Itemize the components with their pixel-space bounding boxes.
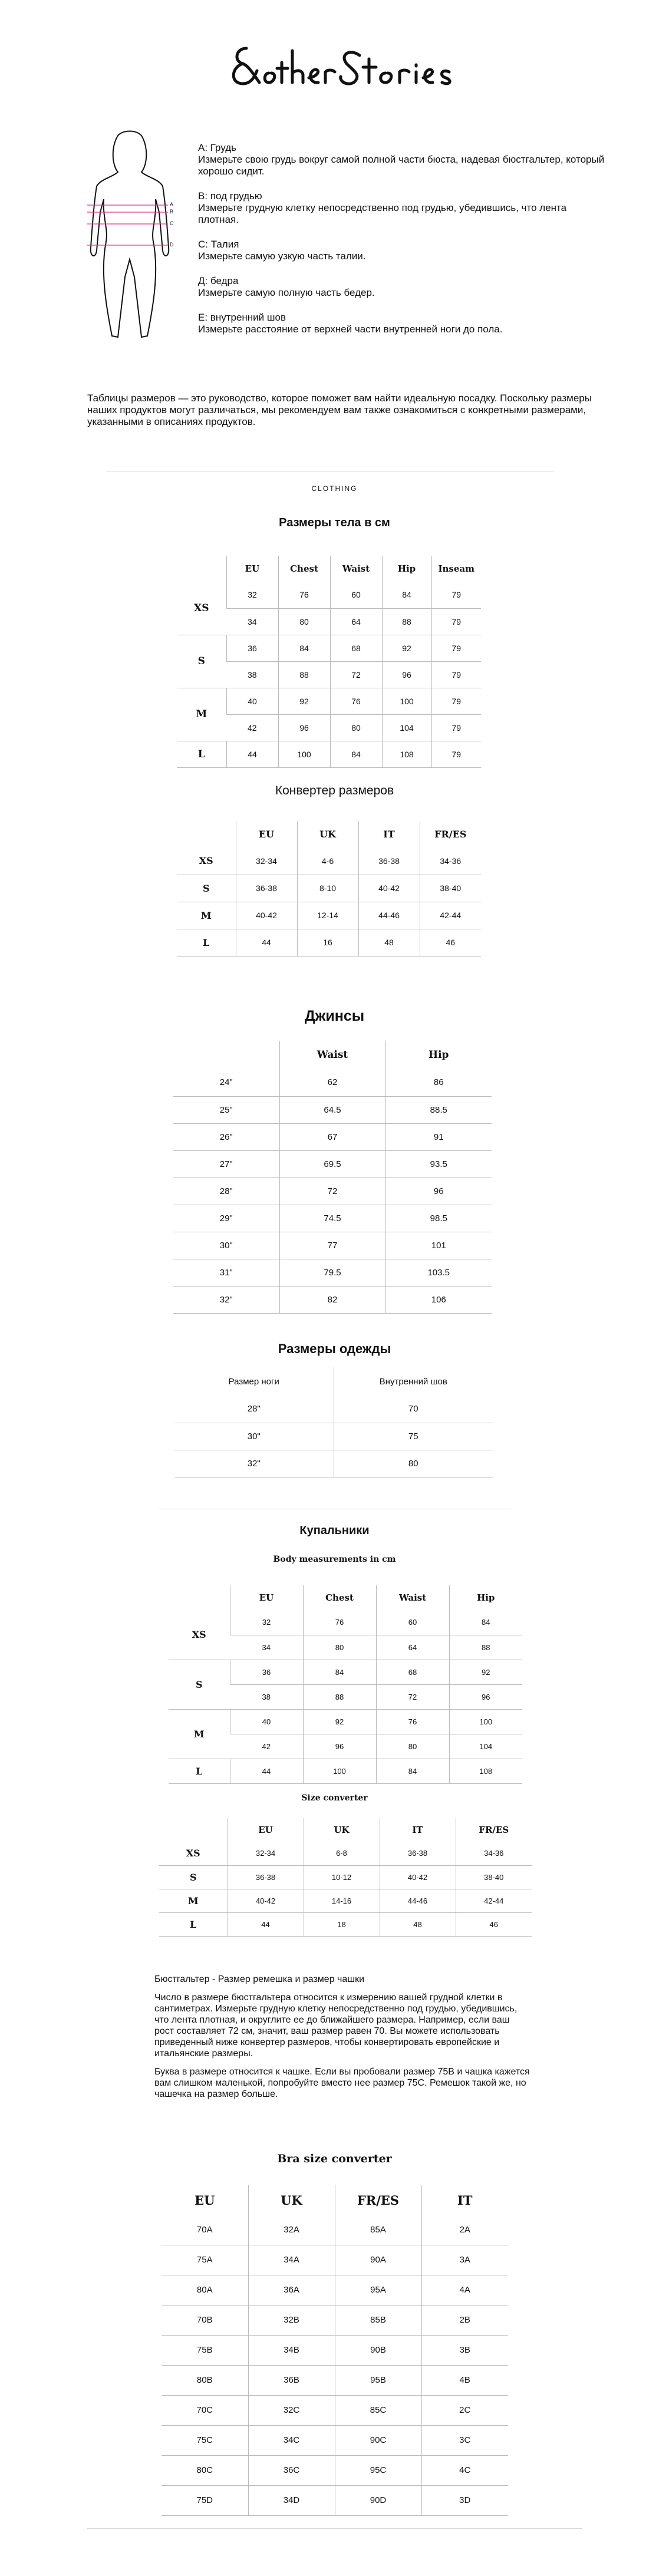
cell: 42 [230,1734,303,1759]
cell: 91 [385,1123,492,1150]
col-header: Размер ноги [228,1376,279,1387]
figure-label-b: B [170,209,174,215]
cell: 44 [230,1759,303,1783]
col-header: Chest [278,556,330,582]
bra-heading: Бюстгальтер - Размер ремешка и размер чашки [154,1974,365,1984]
cell: 32-34 [236,847,297,875]
size-label: S [169,1660,230,1709]
leg-size-title: Размеры одежды [278,1341,391,1356]
cell: 100 [449,1709,522,1734]
col-header: Waist [330,556,382,582]
table-row [173,1286,492,1313]
cell: 4B [421,2365,508,2395]
cell: 80 [278,608,330,635]
size-label: L [177,741,226,767]
cell: 104 [382,714,431,741]
cell: 34 [230,1635,303,1660]
table-row [162,2425,508,2455]
table-row [169,1709,522,1734]
measure-item-chest [198,142,605,177]
size-label: S [177,635,226,688]
cell: 95A [335,2275,421,2305]
cell: 79 [431,582,481,608]
col-header: UK [297,821,358,847]
size-label: L [159,1912,228,1936]
size-label: XS [177,847,236,875]
cell: 90D [335,2485,421,2515]
cell: 6-8 [304,1842,380,1865]
table-row [162,2245,508,2275]
table-row [173,1123,492,1150]
clothing-body-table [177,556,481,768]
cell: 32" [174,1450,334,1477]
cell: 36-38 [236,875,297,902]
cell: 92 [278,688,330,714]
bra-paragraph: Число в размере бюстгальтера относится к измерению вашей грудной клетки в сантиметрах. Измерьте грудную клетку непосредственно под грудью, убедившись, что лента плотная, и округлите ее до ближайшего размера. Например, если ваш рост составляет 72 см, значит, ваш размер равен 70. Вы можете использовать приведенный ниже конвертер размеров, чтобы конвертировать европейские и итальянские размеры. [154,1993,518,2059]
cell: 32A [248,2215,335,2245]
body-figure [83,130,177,351]
cell: 36-38 [228,1865,304,1889]
cell: 76 [330,688,382,714]
size-label: M [169,1709,230,1759]
swim-converter-table [159,1818,532,1937]
cell: 100 [278,741,330,767]
cell: 60 [330,582,382,608]
cell: 32C [248,2395,335,2425]
cell: 34B [248,2335,335,2365]
table-row [173,1096,492,1123]
cell: 70C [162,2395,248,2425]
table-row [162,2305,508,2335]
cell: 96 [278,714,330,741]
table-row [162,2365,508,2395]
table-row [162,2395,508,2425]
cell: 30" [173,1232,279,1259]
col-header: EU [226,556,278,582]
table-row [177,741,481,767]
cell: 32" [173,1286,279,1313]
cell: 84 [278,635,330,661]
col-header: IT [421,2185,508,2215]
table-row [169,1660,522,1684]
measure-text: Измерьте расстояние от верхней части внутренней ноги до пола. [198,324,503,335]
cell: 96 [449,1684,522,1709]
cell: 79 [431,741,481,767]
table-row [174,1450,493,1477]
cell: 75D [162,2485,248,2515]
measure-item-underbust [198,190,605,226]
table-row [159,1889,532,1912]
table-row [162,2275,508,2305]
cell: 34A [248,2245,335,2275]
cell: 79 [431,635,481,661]
table-row [173,1150,492,1177]
cell: 80A [162,2275,248,2305]
cell: 72 [279,1177,385,1205]
cell: 103.5 [385,1259,492,1286]
cell: 4-6 [297,847,358,875]
cell: 12-14 [297,902,358,929]
col-header: Hip [385,1041,492,1069]
cell: 85B [335,2305,421,2335]
cell: 34D [248,2485,335,2515]
cell: 28" [173,1177,279,1205]
col-header: EU [228,1818,304,1842]
cell: 95C [335,2455,421,2485]
size-label: S [159,1865,228,1889]
swim-body-table [169,1585,522,1784]
cell: 76 [303,1610,376,1635]
cell: 62 [279,1069,385,1096]
cell: 72 [330,661,382,688]
cell: 36-38 [358,847,420,875]
cell: 79 [431,608,481,635]
cell: 75A [162,2245,248,2275]
figure-label-a: A [170,202,174,207]
cell: 3D [421,2485,508,2515]
size-label: XS [177,582,226,635]
cell: 70B [162,2305,248,2335]
size-label: S [177,875,236,902]
cell: 48 [380,1912,456,1936]
table-row [173,1205,492,1232]
col-header: Hip [449,1585,522,1610]
col-header: Waist [279,1041,385,1069]
cell: 48 [358,929,420,956]
table-row [173,1069,492,1096]
cell: 40-42 [236,902,297,929]
measure-title: E: внутренний шов [198,312,286,323]
cell: 75C [162,2425,248,2455]
cell: 88 [449,1635,522,1660]
figure-label-d: D [170,242,174,248]
cell: 80 [330,714,382,741]
col-header: Inseam [431,556,481,582]
cell: 88.5 [385,1096,492,1123]
swim-converter-title: Size converter [301,1793,368,1803]
col-header: IT [380,1818,456,1842]
cell: 36 [226,635,278,661]
bra-converter-title: Bra size converter [277,2152,392,2165]
cell: 85A [335,2215,421,2245]
cell: 92 [449,1660,522,1684]
cell: 36C [248,2455,335,2485]
cell: 32B [248,2305,335,2335]
cell: 79.5 [279,1259,385,1286]
swim-body-title: Body measurements in cm [273,1555,396,1564]
cell: 79 [431,661,481,688]
cell: 68 [330,635,382,661]
cell: 32 [230,1610,303,1635]
cell: 88 [382,608,431,635]
cell: 36 [230,1660,303,1684]
cell: 40-42 [358,875,420,902]
cell: 27" [173,1150,279,1177]
cell: 96 [385,1177,492,1205]
cell: 84 [376,1759,449,1783]
bra-info [154,1974,532,2100]
cell: 85C [335,2395,421,2425]
leg-size-table [174,1367,493,1477]
cell: 44-46 [358,902,420,929]
size-label: XS [169,1610,230,1660]
size-label: L [169,1759,230,1783]
cell: 42-44 [456,1889,532,1912]
measure-text: Измерьте самую полную часть бедер. [198,287,375,298]
table-row [177,875,481,902]
body-outline-illustration [83,130,177,351]
cell: 42-44 [420,902,481,929]
col-header: Waist [376,1585,449,1610]
cell: 28" [174,1396,334,1423]
size-label: M [177,902,236,929]
cell: 92 [382,635,431,661]
cell: 44 [228,1912,304,1936]
col-header: EU [236,821,297,847]
cell: 46 [420,929,481,956]
cell: 3B [421,2335,508,2365]
cell: 38-40 [456,1865,532,1889]
cell: 70 [334,1396,493,1423]
cell: 26" [173,1123,279,1150]
col-header: EU [230,1585,303,1610]
cell: 68 [376,1660,449,1684]
cell: 80B [162,2365,248,2395]
cell: 36B [248,2365,335,2395]
measure-item-hips [198,275,605,299]
cell: 30" [174,1423,334,1450]
cell: 77 [279,1232,385,1259]
cell: 36A [248,2275,335,2305]
col-header: FR/ES [456,1818,532,1842]
cell: 60 [376,1610,449,1635]
measure-title: Д: бедра [198,275,239,286]
cell: 98.5 [385,1205,492,1232]
col-header: Chest [303,1585,376,1610]
col-header: UK [248,2185,335,2215]
table-row [162,2335,508,2365]
cell: 95B [335,2365,421,2395]
cell: 36-38 [380,1842,456,1865]
col-header: IT [358,821,420,847]
cell: 38 [230,1684,303,1709]
cell: 2A [421,2215,508,2245]
cell: 93.5 [385,1150,492,1177]
cell: 88 [303,1684,376,1709]
cell: 106 [385,1286,492,1313]
cell: 46 [456,1912,532,1936]
section-caption: CLOTHING [311,484,358,493]
clothing-converter-table [177,821,481,956]
cell: 29" [173,1205,279,1232]
divider [87,2528,582,2529]
cell: 2B [421,2305,508,2335]
table-row [177,635,481,661]
table-row [159,1865,532,1889]
cell: 84 [449,1610,522,1635]
table-row [169,1759,522,1783]
col-header: FR/ES [420,821,481,847]
cell: 67 [279,1123,385,1150]
measure-item-inseam [198,312,605,335]
measure-text: Измерьте самую узкую часть талии. [198,250,366,262]
cell: 86 [385,1069,492,1096]
measure-title: A: Грудь [198,142,237,153]
cell: 90A [335,2245,421,2275]
cell: 38 [226,661,278,688]
table-row [174,1423,493,1450]
cell: 18 [304,1912,380,1936]
table-row [177,902,481,929]
cell: 2C [421,2395,508,2425]
cell: 34-36 [456,1842,532,1865]
bra-converter-table [162,2185,508,2516]
bra-paragraph: Буква в размере относится к чашке. Если вы пробовали размер 75B и чашка кажется вам слишком маленькой, попробуйте вместо нее размер 75C. Ремешок такой же, но чашечка на размер больше. [154,2067,530,2099]
cell: 80C [162,2455,248,2485]
table-row [159,1912,532,1936]
cell: 16 [297,929,358,956]
table-row [177,847,481,875]
cell: 44 [236,929,297,956]
cell: 90C [335,2425,421,2455]
table-row [162,2455,508,2485]
figure-label-c: C [170,220,174,226]
jeans-title: Джинсы [304,1008,365,1024]
table-row [169,1610,522,1635]
cell: 96 [303,1734,376,1759]
cell: 80 [303,1635,376,1660]
size-label: M [159,1889,228,1912]
measure-item-waist [198,239,605,262]
col-header: FR/ES [335,2185,421,2215]
brand-logo[interactable] [223,42,464,88]
cell: 42 [226,714,278,741]
cell: 31" [173,1259,279,1286]
cell: 40 [230,1709,303,1734]
cell: 82 [279,1286,385,1313]
cell: 69.5 [279,1150,385,1177]
table-row [173,1232,492,1259]
cell: 80 [376,1734,449,1759]
measure-instructions [198,142,605,348]
swimwear-title: Купальники [299,1524,370,1537]
table-row [159,1842,532,1865]
size-label: M [177,688,226,741]
cell: 70A [162,2215,248,2245]
measure-title: C: Талия [198,239,239,250]
cell: 32 [226,582,278,608]
cell: 34-36 [420,847,481,875]
cell: 74.5 [279,1205,385,1232]
cell: 90B [335,2335,421,2365]
cell: 40 [226,688,278,714]
cell: 100 [303,1759,376,1783]
cell: 79 [431,688,481,714]
measure-title: B: под грудью [198,190,262,202]
cell: 64.5 [279,1096,385,1123]
size-converter-title: Конвертер размеров [275,784,394,797]
cell: 4A [421,2275,508,2305]
cell: 72 [376,1684,449,1709]
cell: 76 [376,1709,449,1734]
cell: 3A [421,2245,508,2275]
cell: 64 [330,608,382,635]
measure-text: Измерьте свою грудь вокруг самой полной части бюста, надевая бюстгальтер, который хорошо сидит. [198,154,605,177]
cell: 88 [278,661,330,688]
cell: 24" [173,1069,279,1096]
cell: 34C [248,2425,335,2455]
cell: 96 [382,661,431,688]
measure-text: Измерьте грудную клетку непосредственно под грудью, убедившись, что лента плотная. [198,202,567,225]
cell: 10-12 [304,1865,380,1889]
col-header: UK [304,1818,380,1842]
table-row [177,688,481,714]
size-label: XS [159,1842,228,1865]
intro-text: Таблицы размеров — это руководство, которое поможет вам найти идеальную посадку. Поскольку размеры наших продуктов могут различаться, мы рекомендуем вам также ознакомиться с конкретными размерами, указанными в описаниях продуктов. [87,392,592,427]
table-row [173,1177,492,1205]
cell: 84 [382,582,431,608]
table-row [173,1259,492,1286]
cell: 92 [303,1709,376,1734]
size-label: L [177,929,236,956]
table-row [177,929,481,956]
cell: 84 [303,1660,376,1684]
cell: 34 [226,608,278,635]
cell: 100 [382,688,431,714]
col-header: EU [195,2192,215,2208]
table-row [174,1396,493,1423]
table-row [162,2215,508,2245]
cell: 108 [449,1759,522,1783]
cell: 40-42 [228,1889,304,1912]
cell: 80 [334,1450,493,1477]
logo-mark [223,42,464,88]
cell: 84 [330,741,382,767]
table-row [177,582,481,608]
cell: 44-46 [380,1889,456,1912]
cell: 44 [226,741,278,767]
cell: 4C [421,2455,508,2485]
cell: 76 [278,582,330,608]
cell: 32-34 [228,1842,304,1865]
col-header: Hip [382,556,431,582]
cell: 75B [162,2335,248,2365]
jeans-table [173,1041,492,1314]
cell: 79 [431,714,481,741]
cell: 38-40 [420,875,481,902]
cell: 40-42 [380,1865,456,1889]
table-row [162,2485,508,2515]
cell: 25" [173,1096,279,1123]
cell: 108 [382,741,431,767]
cell: 104 [449,1734,522,1759]
col-header: Внутренний шов [334,1367,493,1396]
cell: 14-16 [304,1889,380,1912]
cell: 8-10 [297,875,358,902]
cell: 101 [385,1232,492,1259]
body-size-title: Размеры тела в см [279,516,390,529]
cell: 3C [421,2425,508,2455]
cell: 75 [334,1423,493,1450]
cell: 64 [376,1635,449,1660]
